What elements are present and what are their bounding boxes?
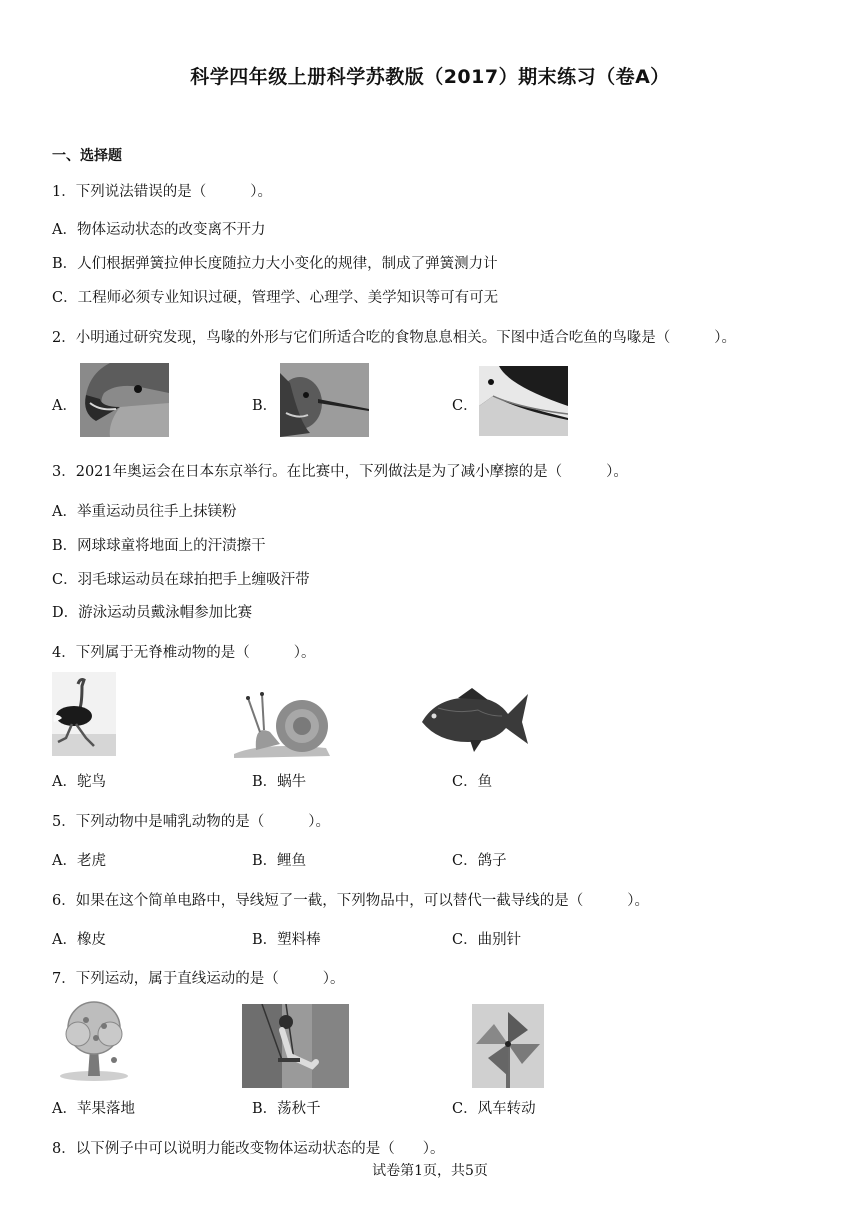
question-4-tail: ）。 [293, 645, 316, 661]
question-5-stem: 5．下列动物中是哺乳动物的是（ [52, 814, 265, 830]
question-1-tail: ）。 [250, 184, 272, 200]
q5-option-c: C．鸽子 [452, 853, 507, 869]
q2-label-a: A． [52, 398, 77, 414]
question-5 [52, 810, 330, 831]
page-footer: 试卷第1页，共5页 [372, 1163, 488, 1179]
snail-image [230, 684, 334, 758]
question-7-tail: ）。 [322, 971, 345, 987]
question-8-tail: ）。 [422, 1141, 445, 1157]
q7-option-b: B．荡秋千 [252, 1101, 321, 1117]
pinwheel-image [472, 1004, 544, 1088]
section-heading: 一、选择题 [52, 148, 122, 164]
q3-option-a: A．举重运动员往手上抹镁粉 [52, 504, 237, 520]
ostrich-image [52, 672, 116, 756]
pelican-beak-image [479, 366, 568, 436]
question-7-stem: 7．下列运动，属于直线运动的是（ [52, 971, 279, 987]
q6-option-c: C．曲别针 [452, 932, 522, 948]
q1-option-b: B．人们根据弹簧拉伸长度随拉力大小变化的规律，制成了弹簧测力计 [52, 256, 498, 272]
q3-option-b: B．网球球童将地面上的汗渍擦干 [52, 538, 266, 554]
question-2 [52, 326, 736, 347]
question-4 [52, 641, 315, 662]
q5-option-a: A．老虎 [52, 853, 106, 869]
question-3-stem: 3．2021年奥运会在日本东京举行。在比赛中，下列做法是为了减小摩擦的是（ [52, 464, 563, 480]
q7-option-a: A．苹果落地 [52, 1101, 135, 1117]
q3-option-d: D．游泳运动员戴泳帽参加比赛 [52, 605, 253, 621]
q1-option-c: C．工程师必须专业知识过硬，管理学、心理学、美学知识等可有可无 [52, 290, 499, 306]
question-7 [52, 967, 344, 988]
question-1 [52, 180, 272, 201]
q7-option-c: C．风车转动 [452, 1101, 536, 1117]
question-8 [52, 1137, 444, 1158]
fish-image [418, 686, 530, 752]
question-5-tail: ）。 [308, 814, 330, 830]
question-3 [52, 460, 628, 481]
hummingbird-beak-image [280, 363, 369, 437]
q4-option-c: C．鱼 [452, 774, 493, 790]
question-6 [52, 889, 649, 910]
apple-tree-image [52, 998, 136, 1082]
question-4-stem: 4．下列属于无脊椎动物的是（ [52, 645, 250, 661]
page-title: 科学四年级上册科学苏教版（2017）期末练习（卷A） [190, 66, 670, 88]
question-3-tail: ）。 [606, 464, 628, 480]
question-2-stem: 2．小明通过研究发现，鸟喙的外形与它们所适合吃的食物息息相关。下图中适合吃鱼的鸟喙是（ [52, 330, 671, 346]
q4-option-b: B．蜗牛 [252, 774, 307, 790]
q2-label-b: B． [252, 398, 278, 414]
q2-label-c: C． [452, 398, 478, 414]
eagle-beak-image [80, 363, 169, 437]
question-8-stem: 8．以下例子中可以说明力能改变物体运动状态的是（ [52, 1141, 395, 1157]
q3-option-c: C．羽毛球运动员在球拍把手上缠吸汗带 [52, 572, 310, 588]
q6-option-a: A．橡皮 [52, 932, 106, 948]
question-6-stem: 6．如果在这个简单电路中，导线短了一截，下列物品中，可以替代一截导线的是（ [52, 893, 584, 909]
q4-option-a: A．鸵鸟 [52, 774, 106, 790]
question-1-stem: 1．下列说法错误的是（ [52, 184, 207, 200]
swing-image [242, 1004, 349, 1088]
q5-option-b: B．鲤鱼 [252, 853, 307, 869]
q6-option-b: B．塑料棒 [252, 932, 321, 948]
q1-option-a: A．物体运动状态的改变离不开力 [52, 222, 266, 238]
question-6-tail: ）。 [627, 893, 649, 909]
question-2-tail: ）。 [714, 330, 736, 346]
